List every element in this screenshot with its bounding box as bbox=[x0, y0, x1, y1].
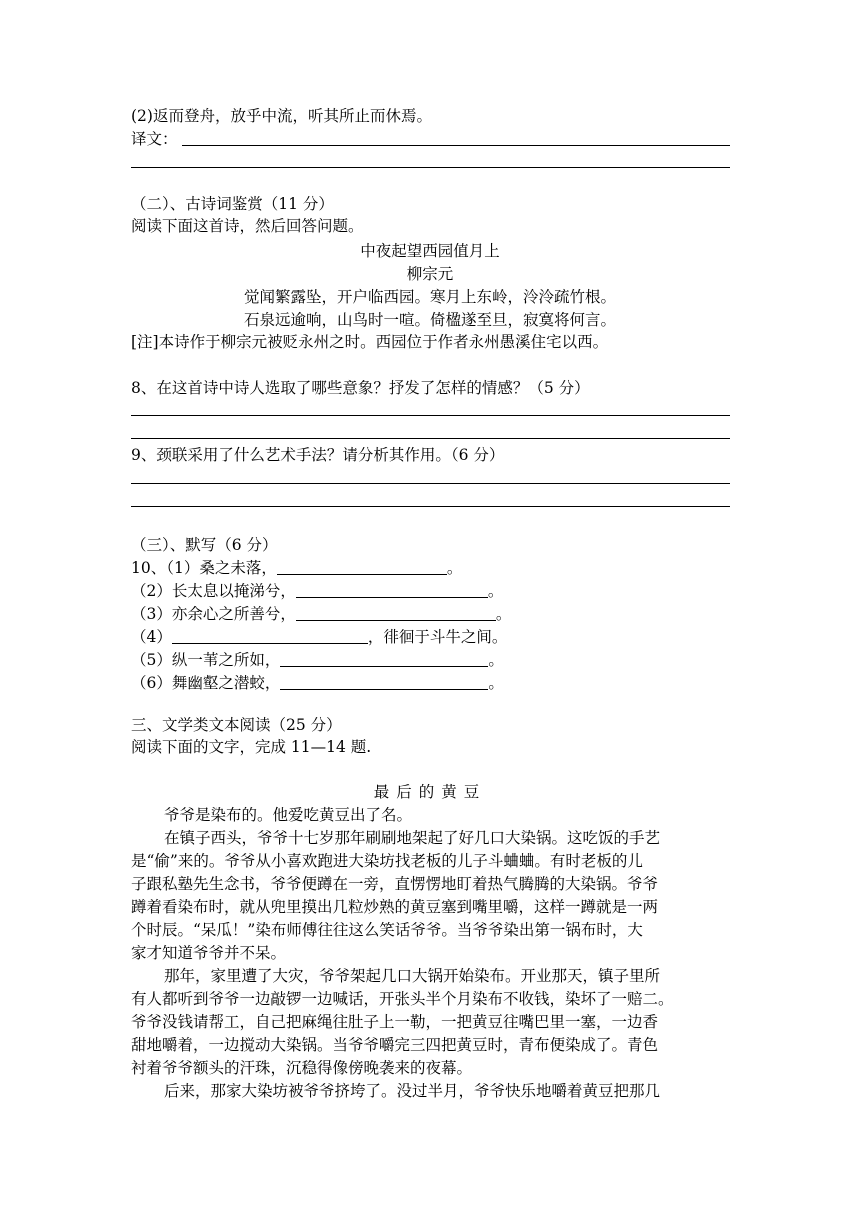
q2-sentence: (2)返而登舟，放乎中流，听其所止而休焉。 bbox=[131, 107, 432, 125]
part3-instruction: 阅读下面的文字，完成 11—14 题. bbox=[131, 738, 372, 756]
q10-1-blank[interactable] bbox=[277, 558, 447, 575]
q8-answer-line-1[interactable] bbox=[131, 415, 730, 416]
q8-answer-line-2[interactable] bbox=[131, 438, 730, 439]
translation-answer-line-2[interactable] bbox=[131, 167, 730, 168]
q10-6-prompt: （6）舞幽壑之潜蛟， bbox=[131, 674, 281, 692]
q10-4-end: ，徘徊于斗牛之间。 bbox=[367, 628, 508, 646]
poem-author: 柳宗元 bbox=[406, 265, 454, 283]
story-line: 在镇子西头，爷爷十七岁那年刷刷地架起了好几口大染锅。这吃饭的手艺 bbox=[164, 829, 661, 847]
q10-item-5 bbox=[131, 649, 504, 671]
q10-5-prompt: （5）纵一苇之所如， bbox=[131, 651, 281, 669]
story-line: 有人都听到爷爷一边敲锣一边喊话，开张头半个月染布不收钱，染坏了一赔二。 bbox=[131, 990, 674, 1008]
poem-line-2: 石泉远逾响，山鸟时一喧。倚楹遂至旦，寂寞将何言。 bbox=[243, 311, 616, 329]
q9-answer-line-1[interactable] bbox=[131, 483, 730, 484]
story-line: 那年，家里遭了大灾，爷爷架起几口大锅开始染布。开业那天，镇子里所 bbox=[164, 967, 661, 985]
q10-4-prompt: （4） bbox=[131, 628, 172, 646]
story-line: 子跟私塾先生念书，爷爷便蹲在一旁，直愣愣地盯着热气腾腾的大染锅。爷爷 bbox=[131, 875, 659, 893]
q10-3-end: 。 bbox=[495, 605, 512, 623]
q10-item-3 bbox=[131, 603, 511, 625]
section2-heading: （二）、古诗词鉴赏（11 分） bbox=[131, 195, 334, 213]
question-9: 9、颈联采用了什么艺术手法？请分析其作用。（6 分） bbox=[131, 446, 505, 464]
story-line: 是“偷”来的。爷爷从小喜欢跑进大染坊找老板的儿子斗蛐蛐。有时老板的儿 bbox=[131, 852, 643, 870]
story-title: 最后的黄豆 bbox=[373, 783, 487, 801]
q10-5-end: 。 bbox=[488, 651, 504, 669]
q9-answer-line-2[interactable] bbox=[131, 506, 730, 507]
poem-line-1: 觉闻繁露坠，开户临西园。寒月上东岭，泠泠疏竹根。 bbox=[243, 288, 616, 306]
translation-label: 译文： bbox=[131, 130, 178, 148]
part3-heading: 三、文学类文本阅读（25 分） bbox=[131, 716, 342, 734]
poem-title: 中夜起望西园值月上 bbox=[360, 242, 500, 260]
story-line: 个时辰。“呆瓜！”染布师傅往往这么笑话爷爷。当爷爷染出第一锅布时，大 bbox=[131, 921, 643, 939]
story-line: 蹲着看染布时，就从兜里摸出几粒炒熟的黄豆塞到嘴里嚼，这样一蹲就是一两 bbox=[131, 898, 659, 916]
q10-2-end: 。 bbox=[487, 582, 504, 600]
q10-1-prompt: 10、（1）桑之未落， bbox=[131, 559, 277, 577]
q10-item-1 bbox=[131, 557, 462, 579]
q10-item-4 bbox=[131, 626, 507, 648]
q10-4-blank[interactable] bbox=[172, 627, 368, 644]
question-8: 8、在这首诗中诗人选取了哪些意象？抒发了怎样的情感？（5 分） bbox=[131, 379, 590, 397]
q10-item-6 bbox=[131, 672, 504, 694]
story-line: 爷爷没钱请帮工，自己把麻绳往肚子上一勒，一把黄豆往嘴巴里一塞，一边香 bbox=[131, 1013, 659, 1031]
story-line: 甜地嚼着，一边搅动大染锅。当爷爷嚼完三四把黄豆时，青布便染成了。青色 bbox=[131, 1036, 659, 1054]
poem-note: [注]本诗作于柳宗元被贬永州之时。西园位于作者永州愚溪住宅以西。 bbox=[131, 333, 609, 351]
q10-3-blank[interactable] bbox=[296, 604, 496, 621]
story-line: 爷爷是染布的。他爱吃黄豆出了名。 bbox=[164, 806, 413, 824]
q10-item-2 bbox=[131, 580, 503, 602]
q10-6-blank[interactable] bbox=[280, 673, 488, 690]
q10-1-end: 。 bbox=[446, 559, 463, 577]
section3-heading: （三）、默写（6 分） bbox=[131, 536, 278, 554]
story-line: 衬着爷爷额头的汗珠，沉稳得像傍晚袭来的夜幕。 bbox=[131, 1059, 473, 1077]
q10-5-blank[interactable] bbox=[280, 650, 488, 667]
q10-2-blank[interactable] bbox=[296, 581, 488, 598]
section2-instruction: 阅读下面这首诗，然后回答问题。 bbox=[131, 217, 364, 235]
story-line: 后来，那家大染坊被爷爷挤垮了。没过半月，爷爷快乐地嚼着黄豆把那几 bbox=[164, 1082, 661, 1100]
q10-3-prompt: （3）亦余心之所善兮， bbox=[131, 605, 296, 623]
story-line: 家才知道爷爷并不呆。 bbox=[131, 944, 287, 962]
q10-6-end: 。 bbox=[488, 674, 504, 692]
translation-answer-line-1[interactable] bbox=[182, 145, 730, 146]
q10-2-prompt: （2）长太息以掩涕兮， bbox=[131, 582, 296, 600]
